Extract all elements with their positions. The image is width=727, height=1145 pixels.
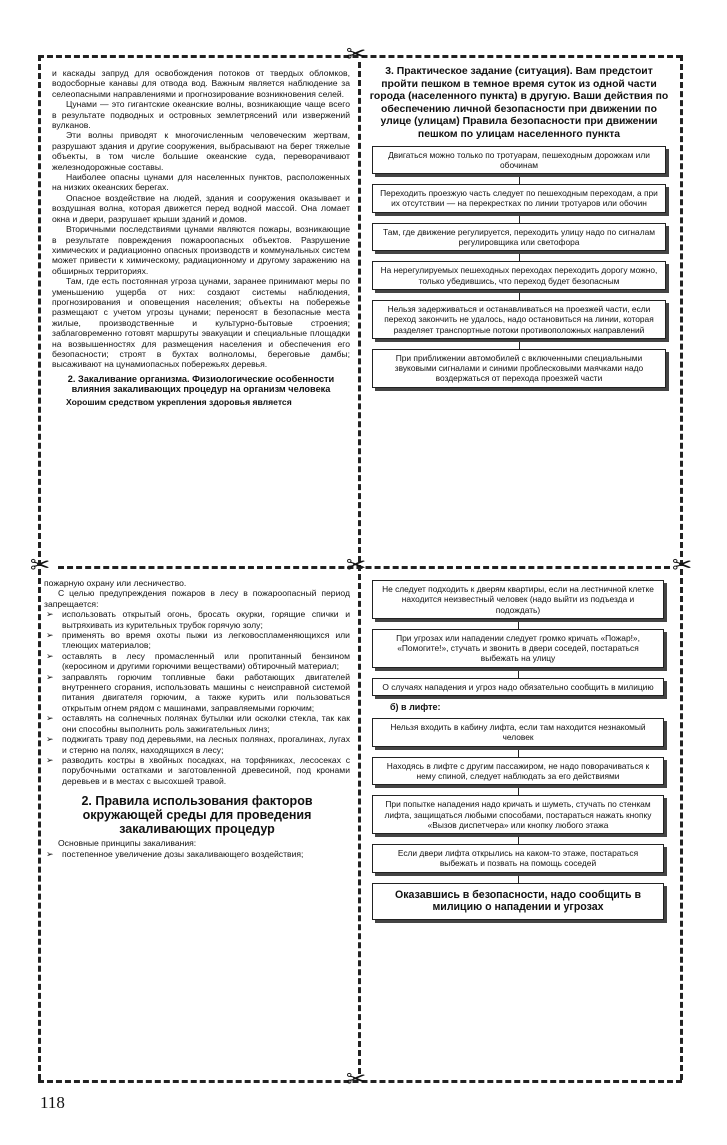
flow-connector xyxy=(519,251,520,261)
scissors-icon: ✂ xyxy=(346,40,367,68)
paragraph: и каскады запруд для освобождения потоков от твердых обломков, водосборные канавы для отвода вод. Важным является наблюдение за селеопасными направлениями и прогнозирование возникновения селей. xyxy=(52,68,350,99)
arrow-bullet-icon: ➢ xyxy=(46,848,54,859)
paragraph: Хорошим средством укрепления здоровья является xyxy=(66,396,292,407)
section-heading: 2. Правила использования факторов окружающей среды для проведения закаливающих процедур xyxy=(81,794,313,837)
flow-connector xyxy=(518,747,519,757)
paragraph: Эти волны приводят к многочисленным человеческим жертвам, разрушают здания и другие сооружения, выбрасывают на берег тяжелые объекты, в том числе большие океанские суда, переворачивают железнодорожные составы. xyxy=(52,130,350,172)
paragraph: С целью предупреждения пожаров в лесу в пожароопасный период запрещается: xyxy=(44,588,350,609)
rule-box: Двигаться можно только по тротуарам, пешеходным дорожкам или обочинам xyxy=(372,146,666,175)
paragraph: Основные принципы закаливания: xyxy=(58,838,197,849)
principles-list xyxy=(44,849,350,859)
right-top-flowchart xyxy=(366,66,672,388)
subheading-elevator: б) в лифте: xyxy=(390,702,441,713)
rule-box: Находясь в лифте с другим пассажиром, не надо поворачиваться к нему спиной, следует наблюдать за его действиями xyxy=(372,757,664,786)
rule-box: Там, где движение регулируется, переходить улицу надо по сигналам регулировщика или светофора xyxy=(372,223,666,252)
rule-box: Если двери лифта открылись на каком-то этаже, постараться выбежать и позвать на помощь соседей xyxy=(372,844,664,873)
arrow-bullet-icon: ➢ xyxy=(46,671,54,682)
prohibition-list xyxy=(44,609,350,786)
paragraph: Цунами — это гигантские океанские волны, возникающие чаще всего в результате подводных и островных землетрясений или извержений вулканов. xyxy=(52,99,350,131)
rule-box: На нерегулируемых пешеходных переходах переходить дорогу можно, только убедившись, что переход будет безопасным xyxy=(372,261,666,290)
list-item: ➢ применять во время охоты пыжи из легковоспламеняющихся или тлеющих материалов; xyxy=(46,630,350,651)
list-item: ➢ поджигать траву под деревьями, на лесных полянах, прогалинах, лугах и стерню на полях, находящихся в лесу; xyxy=(46,734,350,755)
list-item: ➢ разводить костры в хвойных посадках, на торфяниках, лесосеках с порубочными остатками и заготовленной древесиной, под кронами деревьев и в местах с высохшей травой. xyxy=(46,754,350,786)
list-item: ➢ использовать открытый огонь, бросать окурки, горящие спички и вытряхивать из курительных трубок горячую золу; xyxy=(46,609,350,630)
list-item: ➢ заправлять горючим топливные баки работающих двигателей внутреннего сгорания, использовать машины с неисправной системой питания двигателя горючим, а также курить или пользоваться открытым огнем рядом с машинами, заправляемыми горючим; xyxy=(46,671,350,713)
flow-connector xyxy=(518,668,519,678)
left-top-column xyxy=(52,68,350,407)
scissors-icon: ✂ xyxy=(346,551,367,579)
final-rule-box: Оказавшись в безопасности, надо сообщить в милицию о нападении и угрозах xyxy=(372,883,664,920)
list-item: ➢ оставлять в лесу промасленный или пропитанный бензином (керосином и другими горючими веществами) обтирочный материал; xyxy=(46,650,350,672)
list-item: ➢ оставлять на солнечных полянах бутылки или осколки стекла, так как они способны выполнить роль зажигательных линз; xyxy=(46,713,350,734)
paragraph: Там, где есть постоянная угроза цунами, заранее принимают меры по уменьшению ущерба от них: создают системы наблюдения, прогнозирования и оповещения населения; объекты на побережье размещают с учетом угрозы цунами; переносят в безопасные места жилые, производственные и культурно-бытовые строения; заблаговременно готовят маршруты эвакуации и специальные площадки на возвышенностях для размещения населения и обеспечения его безопасности; строят в бухтах волноломы, береговые дамбы; высаживают на цунамиопасных побережьях деревья. xyxy=(52,276,350,370)
rule-box: Переходить проезжую часть следует по пешеходным переходам, а при их отсутствии — на перекрестках по линии тротуаров или обочин xyxy=(372,184,666,213)
left-bottom-column xyxy=(44,578,350,859)
flow-connector xyxy=(519,174,520,184)
paragraph: пожарную охрану или лесничество. xyxy=(44,578,187,588)
arrow-bullet-icon: ➢ xyxy=(46,609,54,620)
paragraph: Опасное воздействие на людей, здания и сооружения оказывает и воздушная волна, которая движется перед водной массой. Она ломает окна и двери, разрушает крыши зданий и домов. xyxy=(52,192,350,224)
flow-connector xyxy=(519,213,520,223)
scissors-icon: ✂ xyxy=(672,551,693,579)
arrow-bullet-icon: ➢ xyxy=(46,713,54,724)
rule-box: О случаях нападения и угроз надо обязательно сообщить в милицию xyxy=(372,678,664,696)
rule-box: Нельзя задерживаться и останавливаться на проезжей части, если переход закончить не удалось, надо остановиться на линии, которая разделяет транспортные потоки противоположных направлений xyxy=(372,300,666,339)
rule-box: Не следует подходить к дверям квартиры, если на лестничной клетке находится неизвестный человек (надо выйти из подъезда и подождать) xyxy=(372,580,664,619)
right-bottom-flowchart xyxy=(372,580,664,920)
flow-connector xyxy=(518,785,519,795)
arrow-bullet-icon: ➢ xyxy=(46,630,54,641)
page-number: 118 xyxy=(40,1093,65,1112)
rule-box: При угрозах или нападении следует громко кричать «Пожар!», «Помогите!», стучать и звонить в двери соседей, постараться выбежать на улицу xyxy=(372,629,664,668)
flow-connector xyxy=(519,339,520,349)
scissors-icon: ✂ xyxy=(346,1065,367,1093)
flow-connector xyxy=(519,290,520,300)
paragraph: Вторичными последствиями цунами являются пожары, возникающие в результате повреждения пожароопасных объектов. Разрушение химических и радиационно опасных производств и коммунальных систем может привести к химическому, радиационному и другому заражению на обширных территориях. xyxy=(52,224,350,276)
flow-connector xyxy=(518,873,519,883)
scissors-icon: ✂ xyxy=(30,551,51,579)
rule-box: Нельзя входить в кабину лифта, если там находится незнакомый человек xyxy=(372,718,664,747)
section-heading: 2. Закаливание организма. Физиологические особенности влияния закаливающих процедур на организм человека xyxy=(67,373,335,395)
flow-connector xyxy=(518,619,519,629)
rule-box: При попытке нападения надо кричать и шуметь, стучать по стенкам лифта, защищаться любыми способами, постараться нажать кнопку «Вызов диспетчера» или кнопку любого этажа xyxy=(372,795,664,834)
list-item: ➢ постепенное увеличение дозы закаливающего воздействия; xyxy=(46,848,304,859)
arrow-bullet-icon: ➢ xyxy=(46,754,54,765)
paragraph: Наиболее опасны цунами для населенных пунктов, расположенных на низких океанских берегах. xyxy=(52,172,350,193)
flow-connector xyxy=(518,834,519,844)
practical-task-title: 3. Практическое задание (ситуация). Вам предстоит пройти пешком в темное время суток из одной части города (населенного пункта) в другую. Ваши действия по обеспечению личной безопасности при движении по улице (улицам) Правила безопасности при движении пешком по улицам населенного пункта xyxy=(369,66,669,140)
arrow-bullet-icon: ➢ xyxy=(46,650,54,661)
arrow-bullet-icon: ➢ xyxy=(46,734,54,745)
rule-box: При приближении автомобилей с включенными специальными звуковыми сигналами и синими проблесковыми маячками надо воздержаться от перехода проезжей части xyxy=(372,349,666,388)
